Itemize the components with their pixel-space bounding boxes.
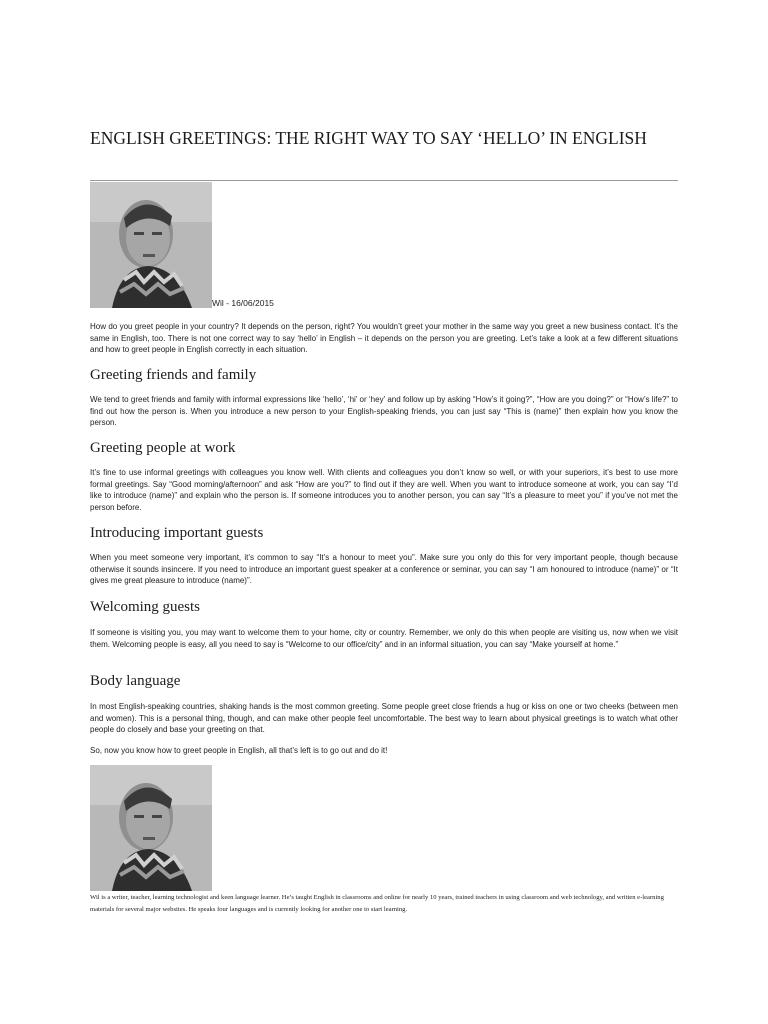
article-byline: Wil - 16/06/2015	[212, 298, 274, 308]
author-bio-photo	[90, 765, 212, 891]
section-paragraph: If someone is visiting you, you may want to welcome them to your home, city or country. Remember, we only do this when people are visiting us, now when we visit them. Welcoming people is easy, all you need to say is “Welcome to our office/city” and in an informal situation, you can say “Make yourself at home.”	[90, 628, 678, 649]
intro-paragraph: How do you greet people in your country? It depends on the person, right? You wouldn’t greet your mother in the same way you greet a new business contact. It’s the same in English, too. There is not one correct way to say ‘hello’ in English – it depends on the person you are greeting. Let’s take a look at a few different situations and how to greet people in English correctly in each situation.	[90, 322, 678, 355]
section-paragraph: In most English-speaking countries, shaking hands is the most common greeting. Some people greet close friends a hug or kiss on one or two cheeks (between men and women). This is a personal thing, though, and can make other people feel uncomfortable. The best way to learn about physical greetings is to watch what other people do closely and base your greeting on that.	[90, 702, 678, 735]
section-heading: Body language	[90, 673, 181, 689]
section-heading: Welcoming guests	[90, 599, 201, 615]
section-heading: Greeting friends and family	[90, 367, 257, 383]
article-title: ENGLISH GREETINGS: THE RIGHT WAY TO SAY ‘HELLO’ IN ENGLISH	[90, 128, 647, 148]
closing-paragraph: So, now you know how to greet people in English, all that’s left is to go out and do it!	[90, 746, 388, 755]
section-paragraph: It’s fine to use informal greetings with colleagues you know well. With clients and colleagues you don’t know so well, or with your superiors, it’s best to use more formal greetings. Say “Good morning/afternoon” and ask “How are you?” to find out if they are well. When you want to introduce someone at work, you can say “I’d like to introduce (name)” and explain who the person is. If someone introduces you to another person, you can say “It’s a pleasure to meet you” if you’ve not met the person before.	[90, 468, 678, 512]
author-bio: Wil is a writer, teacher, learning technologist and keen language learner. He’s taught English in classrooms and online for nearly 10 years, trained teachers in using classroom and web technology, and written e-learning materials for several major websites. He speaks four languages and is currently looking for another one to start learning.	[90, 894, 664, 913]
author-photo	[90, 182, 212, 308]
title-divider	[90, 180, 678, 181]
section-heading: Introducing important guests	[90, 525, 264, 541]
section-heading: Greeting people at work	[90, 440, 236, 456]
section-paragraph: We tend to greet friends and family with informal expressions like ‘hello’, ‘hi’ or ‘hey’ and follow up by asking “How’s it going?”, “How are you doing?” or “How’s life?” to find out how the person is. When you introduce a new person to your English-speaking friends, you can just say “This is (name)” then explain how you know the person.	[90, 395, 678, 428]
section-paragraph: When you meet someone very important, it’s common to say “It’s a honour to meet you”. Make sure you only do this for very important people, though because otherwise it sounds insincere. If you need to introduce an important guest speaker at a conference or seminar, you can say “I am honoured to introduce (name)” or “It gives me great pleasure to introduce (name)”.	[90, 553, 678, 586]
